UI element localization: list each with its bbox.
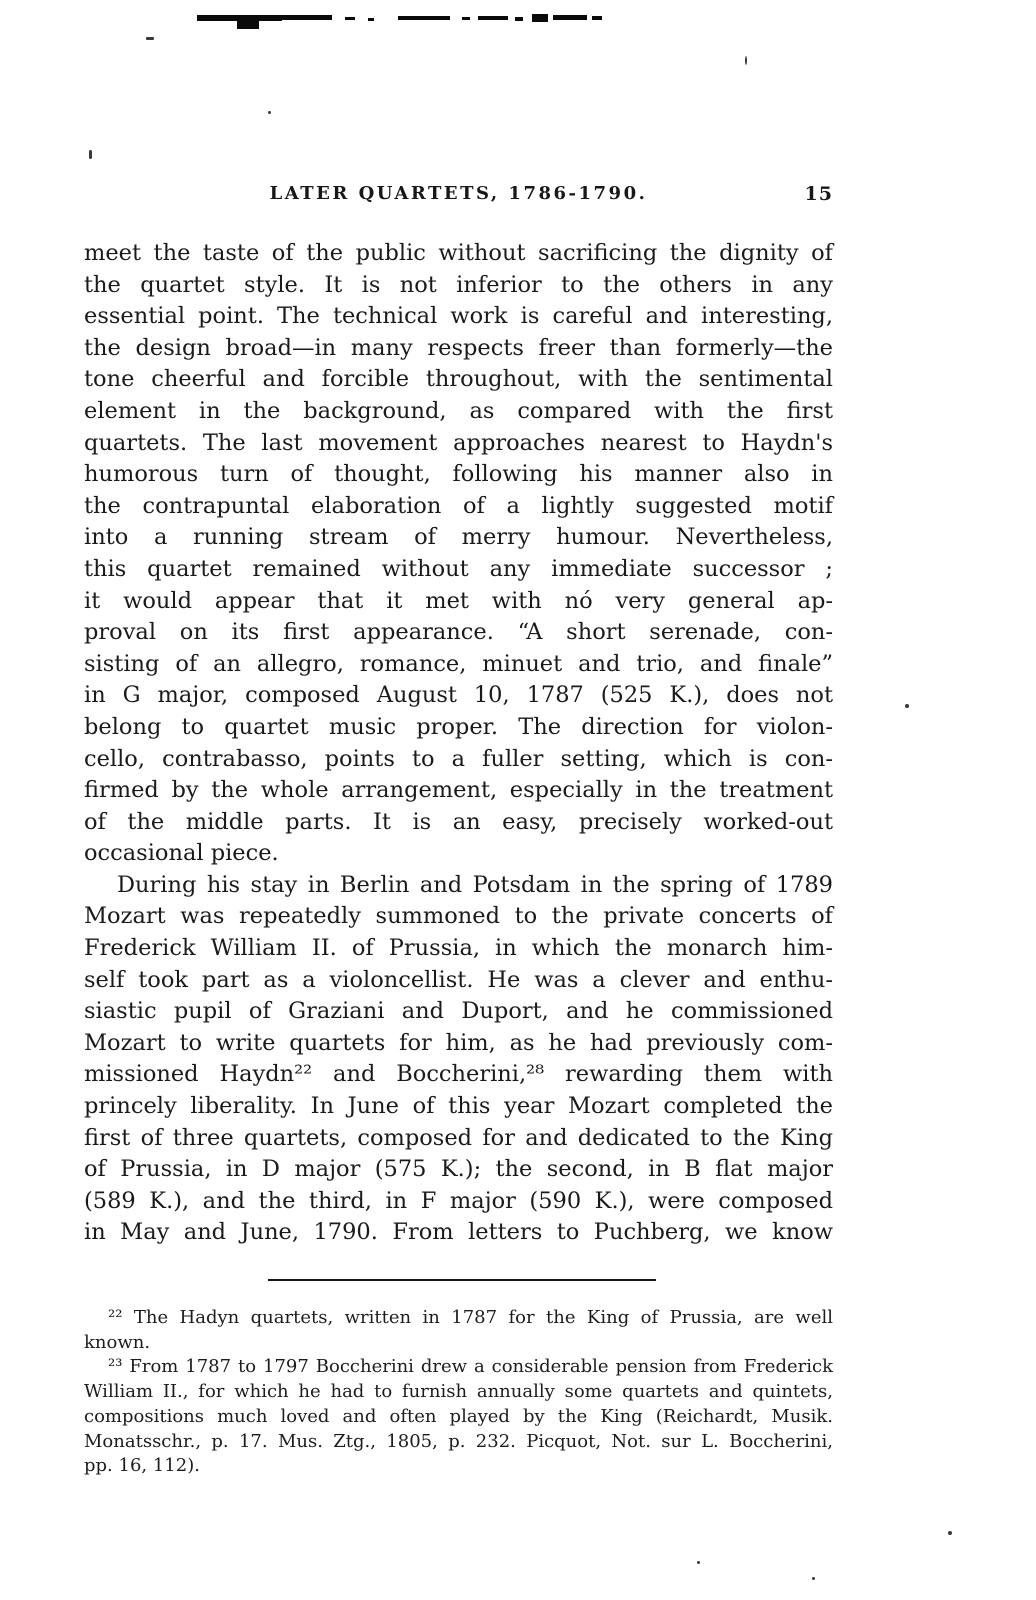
running-header-title: LATER QUARTETS, 1786-1790. — [269, 183, 648, 204]
text-line: known. — [84, 1331, 151, 1353]
text-line: self took part as a violoncellist. He was a clever and enthu- — [84, 966, 833, 993]
text-line: tone cheerful and forcible throughout, with the sentimental — [84, 366, 833, 393]
paragraph — [84, 238, 833, 870]
text-line: siastic pupil of Graziani and Duport, and he commissioned — [84, 998, 833, 1025]
text-line: compositions much loved and often played by the King (Reichardt, Musik. — [84, 1405, 833, 1427]
text-line: Monatsschr., p. 17. Mus. Ztg., 1805, p. 232. Picquot, Not. sur L. Boccherini, — [84, 1430, 833, 1452]
footnote-rule — [268, 1279, 656, 1281]
text-line: of the middle parts. It is an easy, precisely worked-out — [84, 808, 833, 835]
footnote — [84, 1355, 833, 1479]
text-line: element in the background, as compared with the first — [84, 397, 833, 424]
text-line: missioned Haydn²² and Boccherini,²⁸ rewarding them with — [84, 1061, 833, 1088]
page-number: 15 — [804, 183, 833, 205]
text-line: meet the taste of the public without sacrificing the dignity of — [84, 240, 833, 266]
text-line: quartets. The last movement approaches nearest to Haydn's — [84, 429, 833, 456]
paragraph — [84, 870, 833, 1249]
text-line: Frederick William II. of Prussia, in which the monarch him- — [84, 935, 833, 962]
text-line: the design broad—in many respects freer than formerly—the — [84, 334, 833, 361]
text-line: in May and June, 1790. From letters to Puchberg, we know — [84, 1219, 833, 1246]
text-line: sisting of an allegro, romance, minuet and trio, and finale” — [84, 650, 833, 677]
text-line: firmed by the whole arrangement, especially in the treatment — [84, 777, 833, 804]
text-line: Mozart was repeatedly summoned to the private concerts of — [84, 903, 833, 930]
text-line: humorous turn of thought, following his manner also in — [84, 461, 833, 488]
text-line: essential point. The technical work is careful and interesting, — [84, 303, 833, 330]
text-line: princely liberality. In June of this year Mozart completed the — [84, 1093, 833, 1120]
footnote — [84, 1306, 833, 1355]
text-line: ²² The Hadyn quartets, written in 1787 for the King of Prussia, are well — [108, 1307, 833, 1328]
text-line: (589 K.), and the third, in F major (590 K.), were composed — [84, 1187, 833, 1214]
text-line: the contrapuntal elaboration of a lightly suggested motif — [84, 492, 833, 519]
text-line: Mozart to write quartets for him, as he had previously com- — [84, 1029, 833, 1056]
text-line: During his stay in Berlin and Potsdam in the spring of 1789 — [117, 871, 833, 898]
text-line: of Prussia, in D major (575 K.); the second, in B flat major — [84, 1156, 833, 1183]
footnotes-section — [84, 1306, 833, 1479]
body-text — [84, 238, 833, 1249]
text-line: William II., for which he had to furnish annually some quartets and quintets, — [84, 1381, 833, 1403]
text-line: this quartet remained without any immediate successor ; — [84, 555, 833, 582]
text-line: in G major, composed August 10, 1787 (525 K.), does not — [84, 682, 833, 709]
text-line: the quartet style. It is not inferior to the others in any — [84, 271, 833, 298]
text-line: first of three quartets, composed for and dedicated to the King — [84, 1124, 833, 1151]
text-line: ²³ From 1787 to 1797 Boccherini drew a considerable pension from Frederick — [108, 1356, 833, 1378]
text-line: cello, contrabasso, points to a fuller setting, which is con- — [84, 745, 833, 772]
text-line: into a running stream of merry humour. Nevertheless, — [84, 524, 833, 551]
text-line: occasional piece. — [84, 840, 279, 867]
text-line: proval on its first appearance. “A short serenade, con- — [84, 619, 833, 646]
text-line: it would appear that it met with nó very general ap- — [84, 587, 833, 614]
text-line: pp. 16, 112). — [84, 1455, 200, 1477]
text-line: belong to quartet music proper. The direction for violon- — [84, 713, 833, 740]
